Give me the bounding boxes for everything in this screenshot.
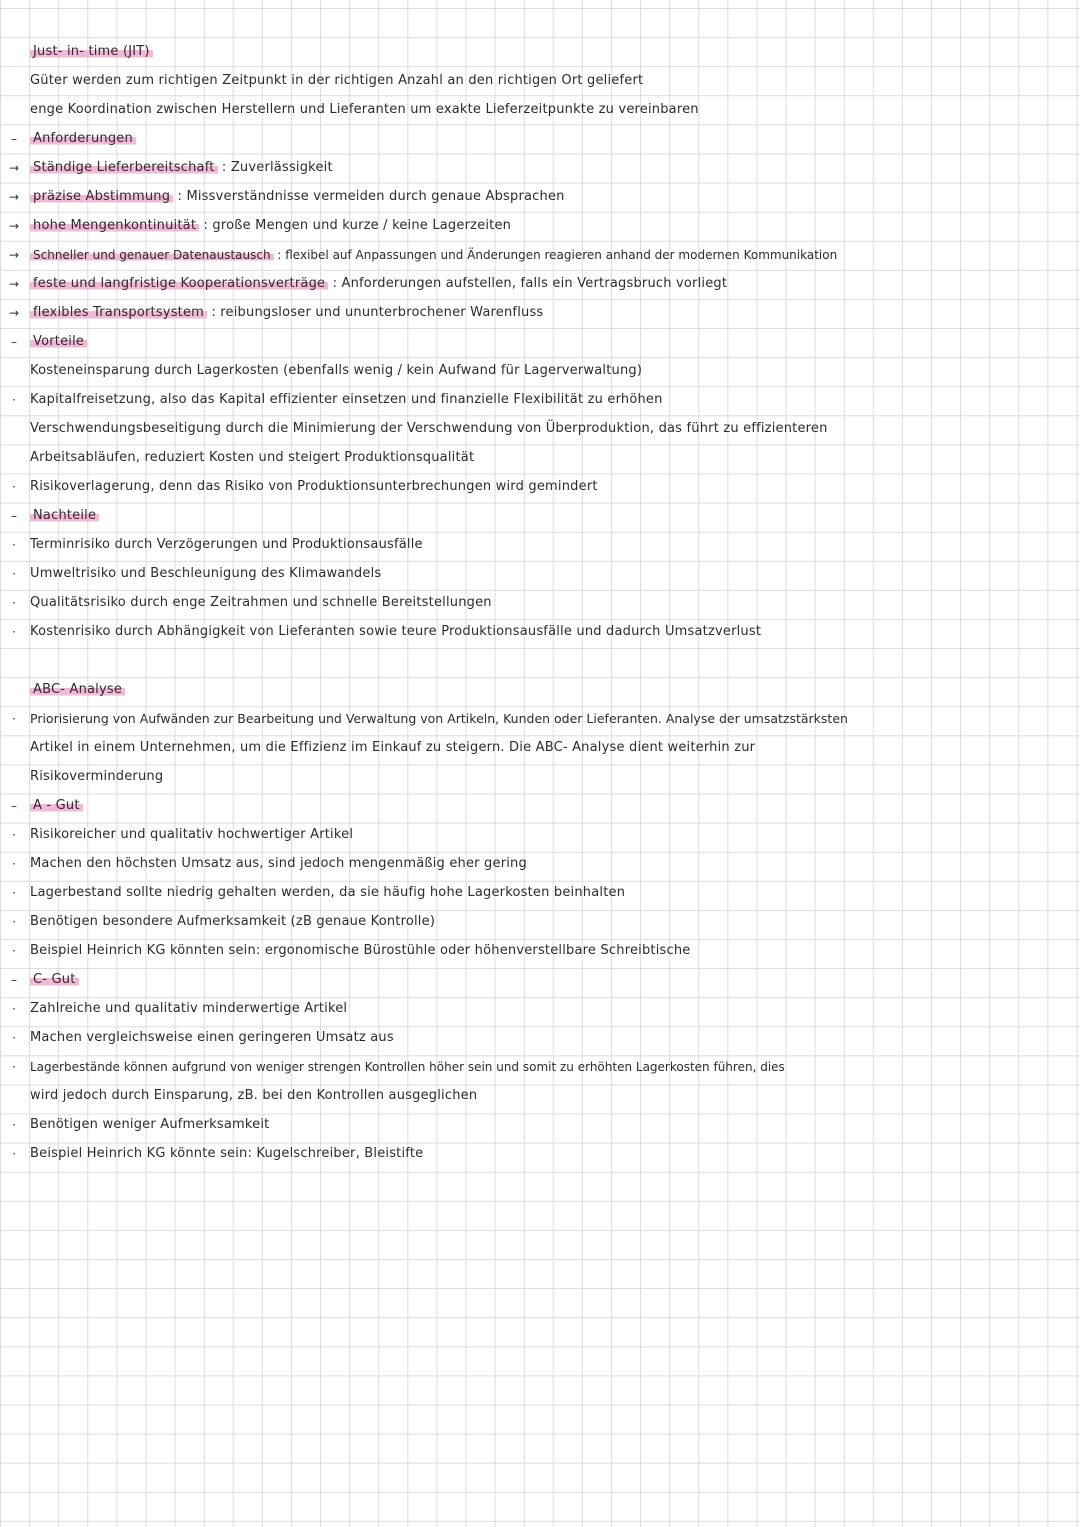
arrow-bullet-icon: → <box>8 277 20 291</box>
a-gut-line: Lagerbestand sollte niedrig gehalten werden, da sie häufig hohe Lagerkosten beinhalten <box>30 885 626 900</box>
c-gut-line: Benötigen weniger Aufmerksamkeit <box>30 1117 270 1132</box>
vorteile-heading: Vorteile <box>30 333 87 351</box>
vorteil-line: Kosteneinsparung durch Lagerkosten (ebenfalls wenig / kein Aufwand für Lagerverwaltung) <box>30 363 643 378</box>
a-gut-line: Beispiel Heinrich KG könnten sein: ergonomische Bürostühle oder höhenverstellbare Schreibtische <box>30 943 691 958</box>
jit-heading: Just- in- time (JIT) <box>30 43 153 61</box>
a-gut-line: Benötigen besondere Aufmerksamkeit (zB genaue Kontrolle) <box>30 914 436 929</box>
anforderungen-heading: Anforderungen <box>30 130 136 148</box>
c-gut-heading: C- Gut <box>30 971 79 989</box>
c-gut-line: wird jedoch durch Einsparung, zB. bei den Kontrollen ausgeglichen <box>30 1088 478 1103</box>
abc-intro-line: Risikoverminderung <box>30 769 164 784</box>
dash-bullet-icon: – <box>11 132 17 146</box>
anforderung-item: flexibles Transportsystem : reibungsloser und ununterbrochener Warenfluss <box>30 304 543 322</box>
dot-bullet-icon: · <box>12 944 16 958</box>
dot-bullet-icon: · <box>12 1031 16 1045</box>
nachteil-line: Terminrisiko durch Verzögerungen und Produktionsausfälle <box>30 537 423 552</box>
arrow-bullet-icon: → <box>8 248 20 262</box>
dash-bullet-icon: – <box>11 509 17 523</box>
dot-bullet-icon: · <box>12 480 16 494</box>
dash-bullet-icon: – <box>11 335 17 349</box>
jit-intro-line-1: Güter werden zum richtigen Zeitpunkt in der richtigen Anzahl an den richtigen Ort geliefert <box>30 73 644 88</box>
dot-bullet-icon: · <box>12 1118 16 1132</box>
nachteil-line: Kostenrisiko durch Abhängigkeit von Lieferanten sowie teure Produktionsausfälle und dadurch Umsatzverlust <box>30 624 762 639</box>
c-gut-line: Zahlreiche und qualitativ minderwertige Artikel <box>30 1001 348 1016</box>
dot-bullet-icon: · <box>12 886 16 900</box>
abc-intro-line: Artikel in einem Unternehmen, um die Effizienz im Einkauf zu steigern. Die ABC- Analyse dient weiterhin zur <box>30 740 756 755</box>
dot-bullet-icon: · <box>12 625 16 639</box>
dot-bullet-icon: · <box>12 393 16 407</box>
arrow-bullet-icon: → <box>8 161 20 175</box>
arrow-bullet-icon: → <box>8 306 20 320</box>
dot-bullet-icon: · <box>12 596 16 610</box>
dot-bullet-icon: · <box>12 828 16 842</box>
vorteil-line: Kapitalfreisetzung, also das Kapital effizienter einsetzen und finanzielle Flexibilität zu erhöhen <box>30 392 663 407</box>
abc-intro-line: Priorisierung von Aufwänden zur Bearbeitung und Verwaltung von Artikeln, Kunden oder Lieferanten. Analyse der umsatzstärksten <box>30 711 848 726</box>
a-gut-line: Risikoreicher und qualitativ hochwertiger Artikel <box>30 827 354 842</box>
dot-bullet-icon: · <box>12 567 16 581</box>
a-gut-heading: A - Gut <box>30 797 83 815</box>
nachteile-heading: Nachteile <box>30 507 99 525</box>
dot-bullet-icon: · <box>12 1147 16 1161</box>
jit-intro-line-2: enge Koordination zwischen Herstellern und Lieferanten um exakte Lieferzeitpunkte zu vereinbaren <box>30 102 699 117</box>
vorteil-line: Arbeitsabläufen, reduziert Kosten und steigert Produktionsqualität <box>30 450 475 465</box>
c-gut-line: Beispiel Heinrich KG könnte sein: Kugelschreiber, Bleistifte <box>30 1146 424 1161</box>
anforderung-item: feste und langfristige Kooperationsverträge : Anforderungen aufstellen, falls ein Vertragsbruch vorliegt <box>30 275 727 293</box>
dot-bullet-icon: · <box>12 1002 16 1016</box>
dot-bullet-icon: · <box>12 915 16 929</box>
vorteil-line: Verschwendungsbeseitigung durch die Minimierung der Verschwendung von Überproduktion, das führt zu effizienteren <box>30 421 828 436</box>
arrow-bullet-icon: → <box>8 219 20 233</box>
anforderung-item: Schneller und genauer Datenaustausch : flexibel auf Anpassungen und Änderungen reagieren anhand der modernen Kommunikation <box>30 246 837 264</box>
anforderung-item: Ständige Lieferbereitschaft : Zuverlässigkeit <box>30 159 333 177</box>
dash-bullet-icon: – <box>11 973 17 987</box>
nachteil-line: Qualitätsrisiko durch enge Zeitrahmen und schnelle Bereitstellungen <box>30 595 492 610</box>
arrow-bullet-icon: → <box>8 190 20 204</box>
dash-bullet-icon: – <box>11 799 17 813</box>
c-gut-line: Lagerbestände können aufgrund von weniger strengen Kontrollen höher sein und somit zu erhöhten Lagerkosten führen, dies <box>30 1060 785 1074</box>
dot-bullet-icon: · <box>12 857 16 871</box>
nachteil-line: Umweltrisiko und Beschleunigung des Klimawandels <box>30 566 382 581</box>
a-gut-line: Machen den höchsten Umsatz aus, sind jedoch mengenmäßig eher gering <box>30 856 527 871</box>
c-gut-line: Machen vergleichsweise einen geringeren Umsatz aus <box>30 1030 394 1045</box>
dot-bullet-icon: · <box>12 1060 16 1074</box>
anforderung-item: präzise Abstimmung : Missverständnisse vermeiden durch genaue Absprachen <box>30 188 565 206</box>
vorteil-line: Risikoverlagerung, denn das Risiko von Produktionsunterbrechungen wird gemindert <box>30 479 598 494</box>
dot-bullet-icon: · <box>12 538 16 552</box>
abc-heading: ABC- Analyse <box>30 681 125 699</box>
anforderung-item: hohe Mengenkontinuität : große Mengen und kurze / keine Lagerzeiten <box>30 217 511 235</box>
dot-bullet-icon: · <box>12 712 16 726</box>
